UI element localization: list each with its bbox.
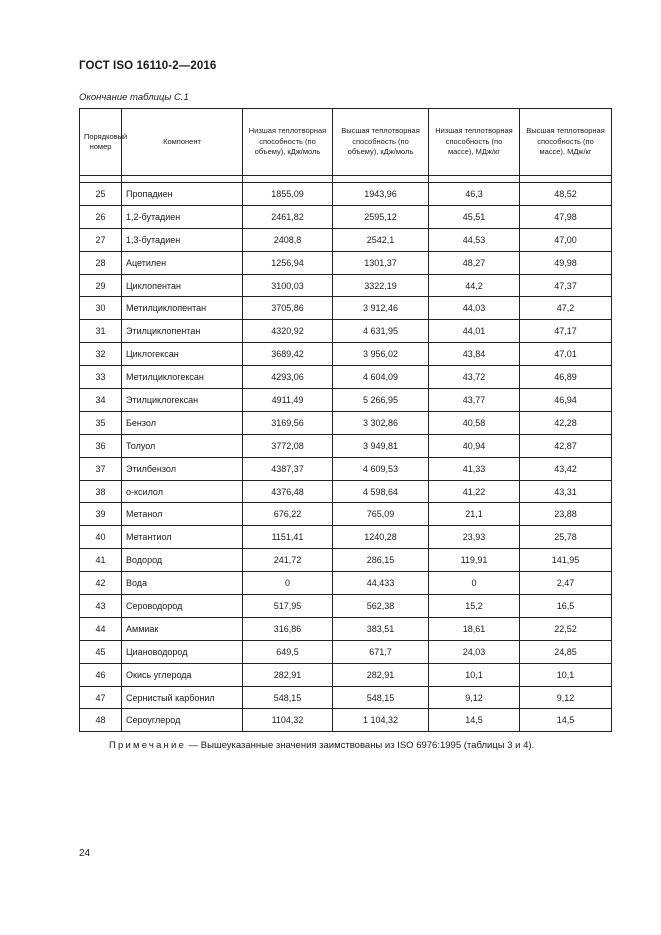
- table-row: [80, 663, 612, 686]
- table-row: [80, 297, 612, 320]
- table-row: [80, 640, 612, 663]
- cell-lower-mass: 44,53: [429, 228, 520, 251]
- cell-number: 43: [80, 595, 122, 618]
- cell-lower-volume: 1256,94: [243, 251, 333, 274]
- page-number: 24: [79, 848, 91, 859]
- cell-higher-mass: 23,88: [520, 503, 612, 526]
- cell-higher-volume: 562,38: [333, 595, 429, 618]
- cell-lower-volume: 1855,09: [243, 183, 333, 206]
- table-row: [80, 595, 612, 618]
- cell-higher-mass: 9,12: [520, 686, 612, 709]
- cell-higher-mass: 47,17: [520, 320, 612, 343]
- cell-lower-mass: 10,1: [429, 663, 520, 686]
- cell-higher-mass: 43,31: [520, 480, 612, 503]
- cell-higher-volume: 4 598,64: [333, 480, 429, 503]
- cell-component: Сероводород: [122, 595, 243, 618]
- cell-component: Циановодород: [122, 640, 243, 663]
- cell-lower-volume: 3100,03: [243, 274, 333, 297]
- table-spacer-row: [80, 176, 612, 183]
- cell-lower-volume: 3689,42: [243, 343, 333, 366]
- cell-lower-mass: 44,2: [429, 274, 520, 297]
- cell-higher-volume: 548,15: [333, 686, 429, 709]
- cell-higher-volume: 282,91: [333, 663, 429, 686]
- cell-lower-volume: 3705,86: [243, 297, 333, 320]
- cell-lower-mass: 21,1: [429, 503, 520, 526]
- cell-component: Метанол: [122, 503, 243, 526]
- table-row: [80, 526, 612, 549]
- cell-lower-volume: 2408,8: [243, 228, 333, 251]
- cell-number: 28: [80, 251, 122, 274]
- table-row: [80, 366, 612, 389]
- cell-higher-volume: 3 912,46: [333, 297, 429, 320]
- cell-component: 1,2-бутадиен: [122, 205, 243, 228]
- cell-number: 44: [80, 617, 122, 640]
- cell-higher-volume: 4 631,95: [333, 320, 429, 343]
- cell-number: 26: [80, 205, 122, 228]
- cell-lower-volume: 649,5: [243, 640, 333, 663]
- cell-higher-mass: 47,98: [520, 205, 612, 228]
- cell-component: Аммиак: [122, 617, 243, 640]
- cell-lower-volume: 316,86: [243, 617, 333, 640]
- cell-higher-volume: 4 609,53: [333, 457, 429, 480]
- cell-lower-mass: 41,33: [429, 457, 520, 480]
- cell-higher-volume: 44,433: [333, 572, 429, 595]
- cell-higher-volume: 5 266,95: [333, 389, 429, 412]
- table-body: [80, 176, 612, 732]
- cell-component: Этилциклопентан: [122, 320, 243, 343]
- cell-component: Толуол: [122, 434, 243, 457]
- col-header-lower-mass: Низшая теплотворная способность (по массе), МДж/кг: [429, 109, 520, 176]
- cell-lower-mass: 40,58: [429, 411, 520, 434]
- cell-lower-volume: 4293,06: [243, 366, 333, 389]
- table-note: [109, 740, 534, 751]
- cell-component: Метилциклопентан: [122, 297, 243, 320]
- cell-component: Сероуглерод: [122, 709, 243, 732]
- cell-lower-mass: 0: [429, 572, 520, 595]
- cell-higher-volume: 3 302,86: [333, 411, 429, 434]
- cell-number: 42: [80, 572, 122, 595]
- cell-lower-mass: 9,12: [429, 686, 520, 709]
- table-row: [80, 343, 612, 366]
- cell-higher-volume: 1 104,32: [333, 709, 429, 732]
- cell-number: 46: [80, 663, 122, 686]
- cell-lower-mass: 43,84: [429, 343, 520, 366]
- cell-higher-mass: 25,78: [520, 526, 612, 549]
- cell-lower-mass: 14,5: [429, 709, 520, 732]
- cell-higher-volume: 1301,37: [333, 251, 429, 274]
- cell-lower-volume: 4376,48: [243, 480, 333, 503]
- cell-lower-volume: 282,91: [243, 663, 333, 686]
- cell-higher-volume: 383,51: [333, 617, 429, 640]
- cell-number: 33: [80, 366, 122, 389]
- table-row: [80, 251, 612, 274]
- table-row: [80, 228, 612, 251]
- cell-higher-mass: 46,89: [520, 366, 612, 389]
- cell-higher-mass: 141,95: [520, 549, 612, 572]
- cell-higher-volume: 286,15: [333, 549, 429, 572]
- cell-component: Сернистый карбонил: [122, 686, 243, 709]
- cell-lower-mass: 18,61: [429, 617, 520, 640]
- cell-lower-mass: 44,01: [429, 320, 520, 343]
- cell-number: 39: [80, 503, 122, 526]
- cell-number: 27: [80, 228, 122, 251]
- cell-number: 48: [80, 709, 122, 732]
- cell-higher-volume: 4 604,09: [333, 366, 429, 389]
- col-header-lower-volume: Низшая теплотворная способность (по объему), кДж/моль: [243, 109, 333, 176]
- cell-higher-mass: 16,5: [520, 595, 612, 618]
- cell-lower-mass: 46,3: [429, 183, 520, 206]
- table-header-row: [80, 109, 612, 176]
- table-row: [80, 389, 612, 412]
- cell-higher-volume: 1943,96: [333, 183, 429, 206]
- cell-number: 41: [80, 549, 122, 572]
- note-text: — Вышеуказанные значения заимствованы из ISO 6976:1995 (таблицы 3 и 4).: [186, 740, 535, 751]
- cell-higher-volume: 2542,1: [333, 228, 429, 251]
- table-row: [80, 183, 612, 206]
- cell-component: Вода: [122, 572, 243, 595]
- cell-lower-volume: 1151,41: [243, 526, 333, 549]
- cell-number: 35: [80, 411, 122, 434]
- cell-higher-mass: 47,00: [520, 228, 612, 251]
- cell-lower-volume: 241,72: [243, 549, 333, 572]
- cell-component: о-ксилол: [122, 480, 243, 503]
- cell-lower-mass: 43,77: [429, 389, 520, 412]
- table-row: [80, 686, 612, 709]
- col-header-higher-mass: Высшая теплотворная способность (по массе), МДж/кг: [520, 109, 612, 176]
- cell-lower-volume: 0: [243, 572, 333, 595]
- cell-component: Циклопентан: [122, 274, 243, 297]
- cell-component: Водород: [122, 549, 243, 572]
- cell-lower-mass: 48,27: [429, 251, 520, 274]
- cell-higher-mass: 10,1: [520, 663, 612, 686]
- heating-values-table: [79, 108, 612, 732]
- cell-component: Этилциклогексан: [122, 389, 243, 412]
- cell-number: 31: [80, 320, 122, 343]
- cell-lower-volume: 3772,08: [243, 434, 333, 457]
- cell-higher-mass: 49,98: [520, 251, 612, 274]
- cell-number: 25: [80, 183, 122, 206]
- cell-number: 34: [80, 389, 122, 412]
- cell-lower-mass: 44,03: [429, 297, 520, 320]
- table-row: [80, 572, 612, 595]
- cell-lower-mass: 24,03: [429, 640, 520, 663]
- cell-number: 29: [80, 274, 122, 297]
- cell-higher-volume: 3 956,02: [333, 343, 429, 366]
- table-row: [80, 205, 612, 228]
- cell-higher-mass: 14,5: [520, 709, 612, 732]
- cell-component: Метантиол: [122, 526, 243, 549]
- cell-higher-mass: 2,47: [520, 572, 612, 595]
- cell-lower-mass: 23,93: [429, 526, 520, 549]
- cell-higher-volume: 3322,19: [333, 274, 429, 297]
- cell-lower-volume: 1104,32: [243, 709, 333, 732]
- cell-lower-volume: 4320,92: [243, 320, 333, 343]
- cell-number: 38: [80, 480, 122, 503]
- cell-number: 40: [80, 526, 122, 549]
- col-header-number: Порядковый номер: [80, 109, 122, 176]
- cell-component: Окись углерода: [122, 663, 243, 686]
- cell-component: 1,3-бутадиен: [122, 228, 243, 251]
- table-row: [80, 457, 612, 480]
- col-header-higher-volume: Высшая теплотворная способность (по объему), кДж/моль: [333, 109, 429, 176]
- cell-higher-mass: 42,87: [520, 434, 612, 457]
- cell-higher-volume: 2595,12: [333, 205, 429, 228]
- cell-lower-volume: 517,95: [243, 595, 333, 618]
- table-row: [80, 411, 612, 434]
- cell-number: 37: [80, 457, 122, 480]
- cell-lower-mass: 43,72: [429, 366, 520, 389]
- table-row: [80, 480, 612, 503]
- cell-higher-volume: 765,09: [333, 503, 429, 526]
- cell-component: Бензол: [122, 411, 243, 434]
- cell-higher-mass: 22,52: [520, 617, 612, 640]
- cell-lower-volume: 3169,56: [243, 411, 333, 434]
- cell-lower-mass: 40,94: [429, 434, 520, 457]
- cell-lower-mass: 15,2: [429, 595, 520, 618]
- document-id: ГОСТ ISO 16110-2—2016: [79, 60, 217, 72]
- cell-component: Метилциклогексан: [122, 366, 243, 389]
- cell-lower-volume: 4387,37: [243, 457, 333, 480]
- note-label: Примечание: [109, 740, 186, 751]
- table-row: [80, 320, 612, 343]
- cell-lower-volume: 2461,82: [243, 205, 333, 228]
- cell-component: Этилбензол: [122, 457, 243, 480]
- table-caption: Окончание таблицы С.1: [79, 92, 189, 103]
- cell-number: 36: [80, 434, 122, 457]
- table-row: [80, 709, 612, 732]
- cell-lower-volume: 676,22: [243, 503, 333, 526]
- cell-higher-mass: 47,2: [520, 297, 612, 320]
- cell-lower-volume: 4911,49: [243, 389, 333, 412]
- cell-component: Циклогексан: [122, 343, 243, 366]
- cell-number: 45: [80, 640, 122, 663]
- cell-number: 47: [80, 686, 122, 709]
- cell-higher-mass: 47,01: [520, 343, 612, 366]
- cell-higher-mass: 47,37: [520, 274, 612, 297]
- cell-lower-mass: 119,91: [429, 549, 520, 572]
- table-row: [80, 617, 612, 640]
- cell-higher-volume: 671,7: [333, 640, 429, 663]
- cell-number: 30: [80, 297, 122, 320]
- col-header-component: Компонент: [122, 109, 243, 176]
- cell-number: 32: [80, 343, 122, 366]
- cell-component: Ацетилен: [122, 251, 243, 274]
- cell-higher-mass: 43,42: [520, 457, 612, 480]
- table-row: [80, 274, 612, 297]
- cell-higher-mass: 24,85: [520, 640, 612, 663]
- cell-higher-mass: 46,94: [520, 389, 612, 412]
- cell-lower-mass: 45,51: [429, 205, 520, 228]
- cell-higher-volume: 3 949,81: [333, 434, 429, 457]
- table-row: [80, 434, 612, 457]
- cell-higher-mass: 42,28: [520, 411, 612, 434]
- cell-lower-volume: 548,15: [243, 686, 333, 709]
- table-row: [80, 503, 612, 526]
- cell-higher-volume: 1240,28: [333, 526, 429, 549]
- cell-lower-mass: 41,22: [429, 480, 520, 503]
- table-row: [80, 549, 612, 572]
- cell-higher-mass: 48,52: [520, 183, 612, 206]
- cell-component: Пропадиен: [122, 183, 243, 206]
